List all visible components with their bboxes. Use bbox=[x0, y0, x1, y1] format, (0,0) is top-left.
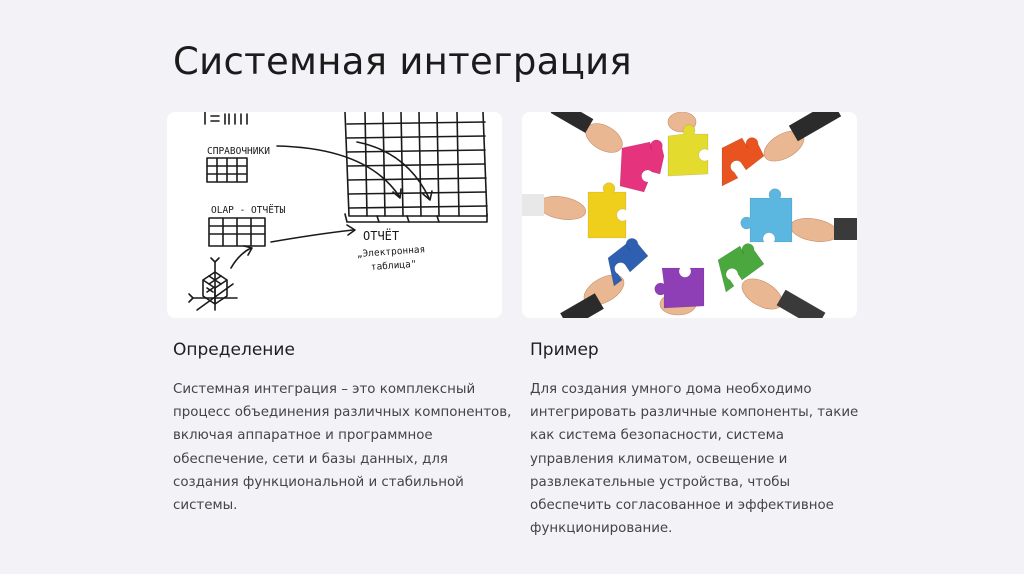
directories-label: СПРАВОЧНИКИ bbox=[207, 146, 270, 157]
definition-line: создания функциональной и стабильной bbox=[173, 474, 464, 490]
example-line: интегрировать различные компоненты, такие bbox=[530, 405, 859, 421]
example-line: обеспечить согласованное и эффективное bbox=[530, 498, 834, 514]
example-line: управления климатом, освещение и bbox=[530, 451, 788, 467]
example-line: развлекательные устройства, чтобы bbox=[530, 474, 791, 490]
puzzle-piece-lightblue bbox=[741, 189, 792, 242]
puzzle-image bbox=[522, 112, 857, 318]
example-heading: Пример bbox=[530, 340, 599, 360]
definition-heading: Определение bbox=[173, 340, 295, 360]
puzzle-piece-yellow-left bbox=[588, 183, 626, 238]
spreadsheet-label-2: таблица" bbox=[370, 258, 417, 273]
definition-line: процесс объединения различных компонентов, bbox=[173, 405, 512, 421]
spreadsheet-label-1: „Электронная bbox=[356, 244, 426, 260]
definition-line: системы. bbox=[173, 498, 238, 514]
example-text bbox=[530, 378, 860, 540]
olap-label: OLAP - ОТЧЁТЫ bbox=[211, 205, 286, 216]
slide-title: Системная интеграция bbox=[173, 40, 632, 83]
sketch-image bbox=[167, 112, 502, 318]
report-label: ОТЧЁТ bbox=[363, 229, 400, 243]
puzzle-hands-icon bbox=[522, 112, 857, 318]
report-sketch-icon bbox=[167, 112, 502, 318]
definition-line: обеспечение, сети и базы данных, для bbox=[173, 451, 448, 467]
example-line: как система безопасности, система bbox=[530, 428, 784, 444]
puzzle-piece-yellow-top bbox=[668, 125, 708, 176]
example-line: функционирование. bbox=[530, 521, 673, 537]
puzzle-piece-orange bbox=[722, 138, 764, 186]
definition-line: включая аппаратное и программное bbox=[173, 428, 433, 444]
puzzle-piece-pink bbox=[620, 140, 664, 192]
example-line: Для создания умного дома необходимо bbox=[530, 382, 812, 397]
puzzle-piece-blue bbox=[608, 238, 648, 286]
definition-line: Системная интеграция – это комплексный bbox=[173, 382, 476, 397]
definition-text bbox=[173, 378, 512, 517]
